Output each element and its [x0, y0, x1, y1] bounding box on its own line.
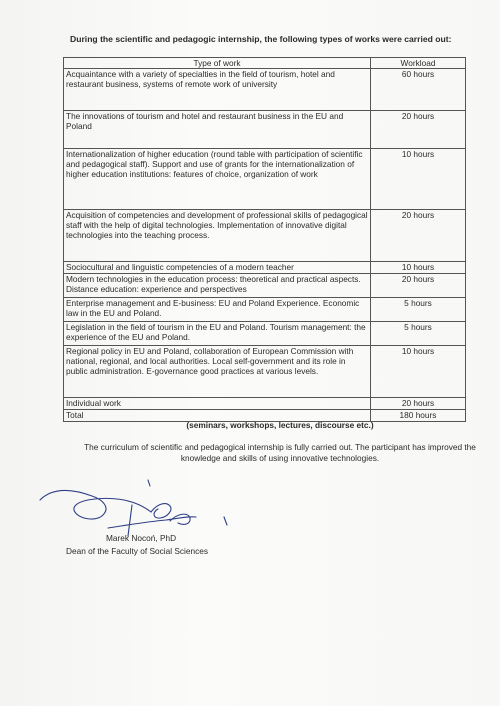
work-cell: Individual work [64, 398, 371, 410]
activity-types-note: (seminars, workshops, lectures, discourse etc.) [186, 420, 374, 430]
work-cell: Sociocultural and linguistic competencies of a modern teacher [64, 262, 371, 274]
workload-cell: 20 hours [371, 398, 466, 410]
workload-cell: 20 hours [371, 210, 466, 262]
work-cell: Legislation in the field of tourism in the EU and Poland. Tourism management: the experience of the EU and Poland. [64, 322, 371, 346]
workload-cell: 10 hours [371, 149, 466, 210]
work-cell: Acquaintance with a variety of specialties in the field of tourism, hotel and restaurant business, systems of remote work of university [64, 69, 371, 111]
summary-paragraph: The curriculum of scientific and pedagogical internship is fully carried out. The participant has improved the knowledge and skills of using innovative technologies. [84, 442, 476, 463]
document-heading: During the scientific and pedagogic internship, the following types of works were carried out: [70, 34, 452, 44]
work-cell: Acquisition of competencies and development of professional skills of pedagogical staff with the help of digital technologies. Implementation of innovative digital technologies into the teaching process. [64, 210, 371, 262]
work-cell: Internationalization of higher education (round table with participation of scientific and pedagogical staff). Support and use of grants for the internationalization of higher education institutions: features of choice, organization of work [64, 149, 371, 210]
workload-cell: 60 hours [371, 69, 466, 111]
work-cell: The innovations of tourism and hotel and restaurant business in the EU and Poland [64, 111, 371, 149]
workload-cell: 5 hours [371, 298, 466, 322]
signer-name: Marek Nocoń, PhD [106, 533, 177, 543]
workload-cell: 20 hours [371, 111, 466, 149]
workload-cell: 5 hours [371, 322, 466, 346]
workload-cell: 10 hours [371, 346, 466, 398]
work-cell: Enterprise management and E-business: EU and Poland Experience. Economic law in the EU and Poland. [64, 298, 371, 322]
work-cell: Modern technologies in the education process: theoretical and practical aspects. Distance education: experience and perspectives [64, 274, 371, 298]
header-type-of-work: Type of work [64, 58, 371, 69]
signer-role: Dean of the Faculty of Social Sciences [66, 546, 209, 556]
workload-cell: 20 hours [371, 274, 466, 298]
workload-cell: 10 hours [371, 262, 466, 274]
total-workload-cell: 180 hours [371, 410, 466, 422]
work-cell: Regional policy in EU and Poland, collaboration of European Commission with national, regional, and local authorities. Local self-government and its role in public administration. E-governance good practices at various levels. [64, 346, 371, 398]
total-label-cell: Total [64, 410, 371, 422]
header-workload: Workload [371, 58, 466, 69]
